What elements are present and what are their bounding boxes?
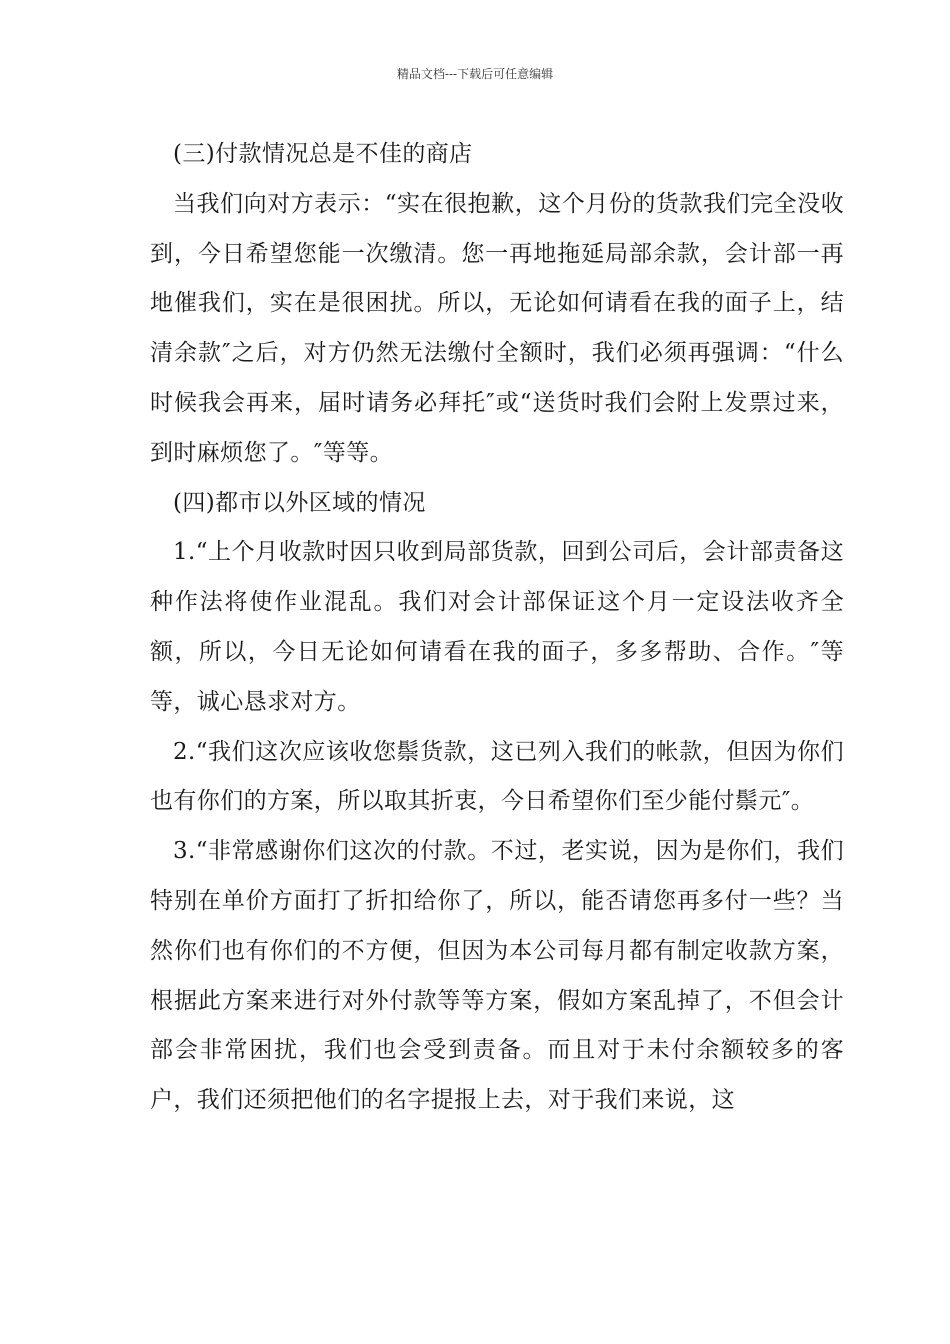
- section-heading-3: (三)付款情况总是不佳的商店: [173, 141, 473, 167]
- list-item-2: 2.“我们这次应该收您鬃货款，这已列入我们的帐款，但因为你们也有你们的方案，所以取其折衷，今日希望你们至少能付鬃元″。: [150, 738, 844, 815]
- list-item-3: 3.“非常感谢你们这次的付款。不过，老实说，因为是你们，我们特别在单价方面打了折扣给你了，所以，能否请您再多付一些？当然你们也有你们的不方便，但因为本公司每月都有制定收款方案，根据此方案来进行对外付款等等方案，假如方案乱掉了，不但会计部会非常困扰，我们也会受到责备。而且对于未付余额较多的客户，我们还须把他们的名字提报上去，对于我们来说，这: [150, 838, 844, 1114]
- page-header: 精品文档---下载后可任意编辑: [396, 67, 554, 81]
- body-paragraph: 当我们向对方表示：“实在很抱歉，这个月份的货款我们完全没收到，今日希望您能一次缴清。您一再地拖延局部余款，会计部一再地催我们，实在是很困扰。所以，无论如何请看在我的面子上，结清余款″之后，对方仍然无法缴付全额时，我们必须再强调：“什么时候我会再来，届时请务必拜托″或“送货时我们会附上发票过来，到时麻烦您了。″等等。: [150, 190, 844, 466]
- document-body: [150, 130, 844, 1126]
- list-item-1: 1.“上个月收款时因只收到局部货款，回到公司后，会计部责备这种作法将使作业混乱。我们对会计部保证这个月一定设法收齐全额，所以，今日无论如何请看在我的面子，多多帮助、合作。″等等，诚心恳求对方。: [150, 539, 844, 715]
- section-heading-4: (四)都市以外区域的情况: [173, 489, 426, 516]
